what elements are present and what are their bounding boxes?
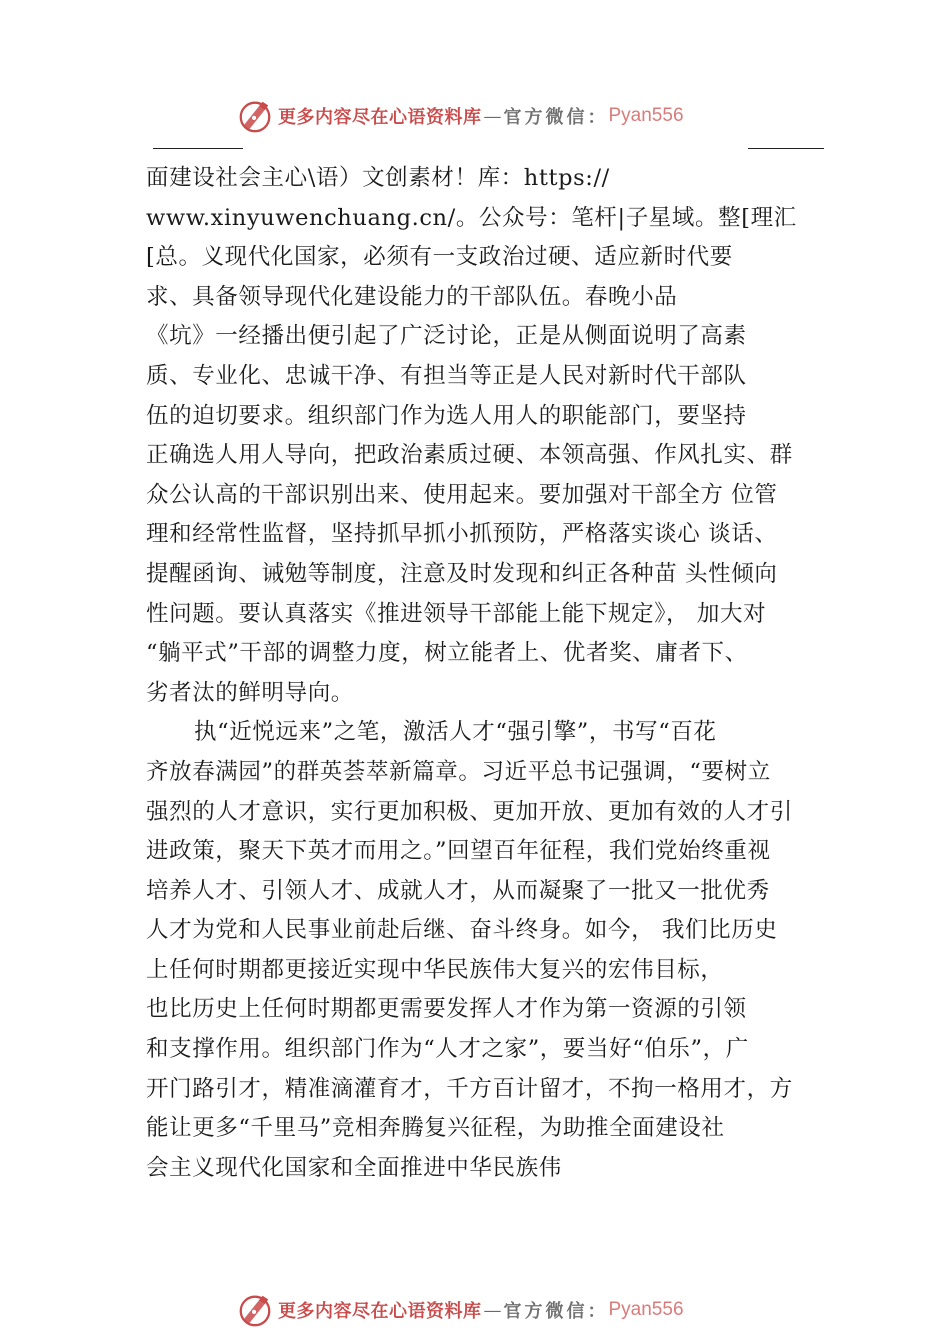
header-separator: —: [483, 105, 502, 127]
text-line: 人才为党和人民事业前赴后继、奋斗终身。如今， 我们比历史: [146, 917, 778, 944]
text-line: 伍的迫切要求。组织部门作为选人用人的职能部门，要坚持: [146, 402, 747, 429]
header-wechat-label: 官方微信：: [503, 107, 609, 128]
text-line: 正确选人用人导向，把政治素质过硬、本领高强、作风扎实、群: [146, 442, 793, 469]
footer-brand: [236, 1290, 684, 1330]
text-line: 开门路引才，精准滴灌育才，千方百计留才，不拘一格用才，方: [146, 1075, 793, 1102]
header-rule-right: [748, 148, 824, 149]
footer-brand-text: 更多内容尽在心语资料库: [278, 1301, 482, 1322]
text-line: 强烈的人才意识，实行更加积极、更加开放、更加有效的人才引: [146, 798, 793, 825]
pen-nib-logo-icon: [236, 97, 274, 135]
text-line: 性问题。要认真落实《推进领导干部能上能下规定》， 加大对: [146, 600, 767, 627]
text-line: 也比历史上任何时期都更需要发挥人才作为第一资源的引领: [146, 996, 747, 1023]
text-line: 会主义现代化国家和全面推进中华民族伟: [146, 1154, 562, 1181]
text-line: 众公认高的干部识别出来、使用起来。要加强对干部全方 位管: [146, 481, 778, 508]
text-line: 《坑》一经播出便引起了广泛讨论，正是从侧面说明了高素: [146, 323, 747, 350]
text-line: 上任何时期都更接近实现中华民族伟大复兴的宏伟目标，: [146, 956, 724, 983]
text-line: 进政策，聚天下英才而用之。”回望百年征程，我们党始终重视: [146, 838, 771, 865]
text-line: 理和经常性监督，坚持抓早抓小抓预防，严格落实谈心 谈话、: [146, 521, 778, 548]
header-rule-left: [153, 148, 243, 149]
text-line: 执“近悦远来”之笔，激活人才“强引擎”，书写“百花: [194, 719, 717, 746]
text-line: 培养人才、引领人才、成就人才，从而凝聚了一批又一批优秀: [146, 877, 770, 904]
document-body: [146, 159, 836, 1188]
header-brand-text: 更多内容尽在心语资料库: [278, 107, 482, 128]
text-line: www.xinyuwenchuang.cn/。公众号：笔杆|子星域。整[理汇: [146, 204, 797, 231]
page-footer: [0, 1290, 950, 1330]
text-line: 劣者汰的鲜明导向。: [146, 679, 354, 706]
footer-separator: —: [483, 1299, 502, 1321]
text-line: 提醒函询、诫勉等制度，注意及时发现和纠正各种苗 头性倾向: [146, 560, 778, 587]
header-wechat-id: Pyan556: [608, 105, 684, 126]
text-line: 质、专业化、忠诚干净、有担当等正是人民对新时代干部队: [146, 362, 747, 389]
text-line: [总。义现代化国家，必须有一支政治过硬、适应新时代要: [146, 244, 733, 271]
text-line: 齐放春满园”的群英荟萃新篇章。习近平总书记强调，“要树立: [146, 758, 771, 785]
header-brand: [236, 96, 684, 136]
footer-wechat-id: Pyan556: [608, 1299, 684, 1320]
text-line: 能让更多“千里马”竞相奔腾复兴征程，为助推全面建设社: [146, 1115, 725, 1142]
text-line: “躺平式”干部的调整力度，树立能者上、优者奖、庸者下、: [146, 640, 748, 667]
text-line: 求、具备领导现代化建设能力的干部队伍。春晚小品: [146, 283, 678, 310]
page-header: [0, 96, 950, 136]
text-line: 和支撑作用。组织部门作为“人才之家”，要当好“伯乐”，广: [146, 1036, 749, 1063]
footer-wechat-label: 官方微信：: [503, 1301, 609, 1322]
text-line: 面建设社会主心\语）文创素材！库：https://: [146, 165, 610, 191]
pen-nib-logo-icon: [236, 1291, 274, 1329]
